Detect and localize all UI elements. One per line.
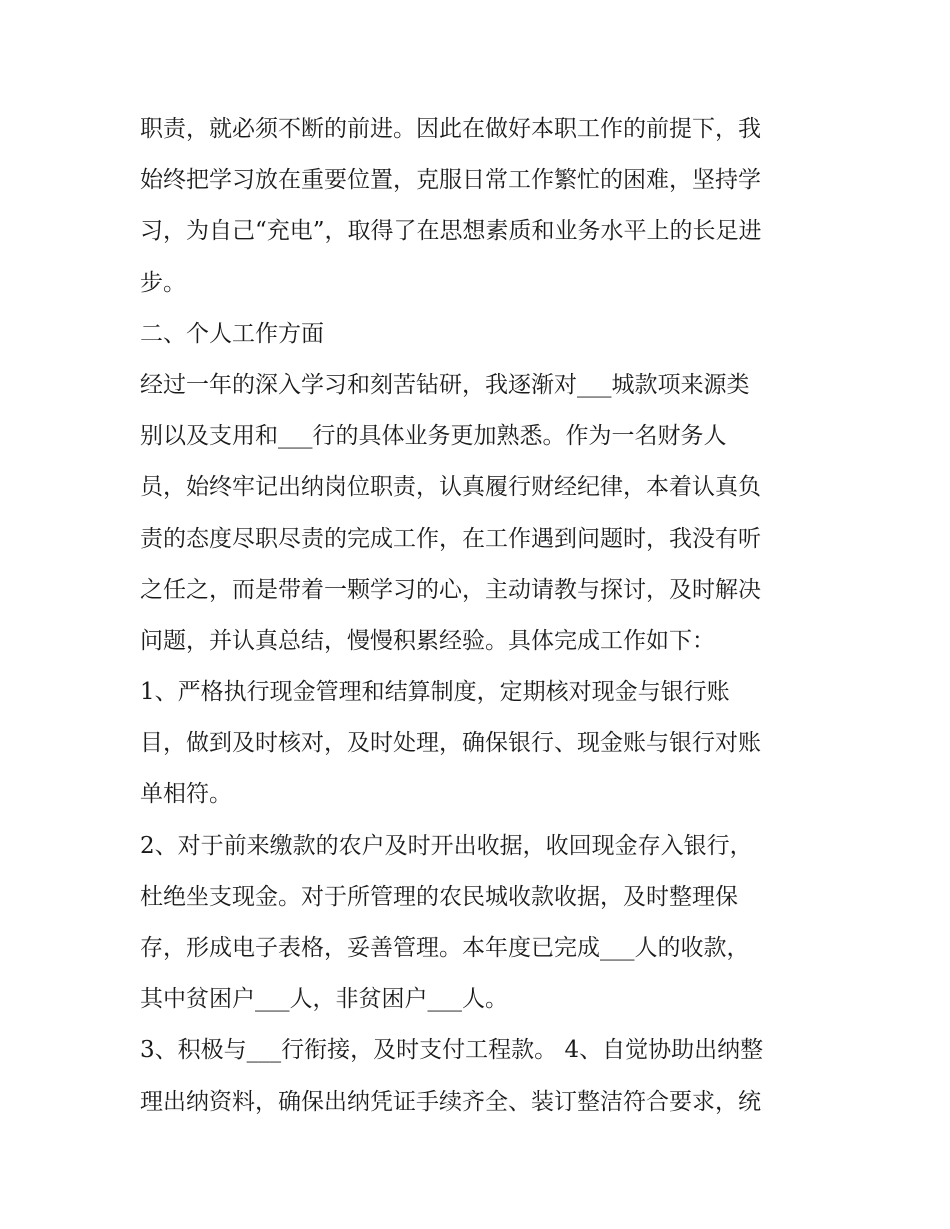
text-line: 始终把学习放在重要位置，克服日常工作繁忙的困难，坚持学: [140, 167, 761, 194]
text-line: 杜绝坐支现金。对于所管理的农民城收款收据，及时整理保: [140, 883, 738, 910]
text-line: 员，始终牢记出纳岗位职责，认真履行财经纪律，本着认真负: [140, 474, 761, 501]
text-line: 责的态度尽职尽责的完成工作，在工作遇到问题时，我没有听: [140, 525, 761, 552]
text-line: 理出纳资料，确保出纳凭证手续齐全、装订整洁符合要求，统: [140, 1088, 761, 1115]
document-body: [140, 104, 820, 1128]
list-item-line: 3、积极与___行衔接，及时支付工程款。 4、自觉协助出纳整: [140, 1037, 764, 1064]
text-line: 经过一年的深入学习和刻苦钻研，我逐渐对___城款项来源类: [140, 371, 750, 398]
list-item-line: 1、严格执行现金管理和结算制度，定期核对现金与银行账: [140, 679, 730, 706]
text-line: 问题，并认真总结，慢慢积累经验。具体完成工作如下：: [140, 627, 715, 654]
text-line: 习，为自己“充电”，取得了在思想素质和业务水平上的长足进: [140, 218, 762, 245]
list-item-line: 2、对于前来缴款的农户及时开出收据，收回现金存入银行，: [140, 832, 753, 859]
text-line: 职责，就必须不断的前进。因此在做好本职工作的前提下，我: [140, 116, 761, 142]
section-heading: 二、个人工作方面: [140, 320, 324, 347]
text-line: 别以及支用和___行的具体业务更加熟悉。作为一名财务人: [140, 423, 727, 450]
text-line: 之任之，而是带着一颗学习的心，主动请教与探讨，及时解决: [140, 576, 761, 603]
text-line: 单相符。: [140, 781, 232, 808]
text-line: 目，做到及时核对，及时处理，确保银行、现金账与银行对账: [140, 730, 761, 757]
text-line: 其中贫困户___人，非贫困户___人。: [140, 986, 508, 1013]
text-line: 步。: [140, 269, 186, 296]
text-line: 存，形成电子表格，妥善管理。本年度已完成___人的收款，: [140, 935, 750, 961]
